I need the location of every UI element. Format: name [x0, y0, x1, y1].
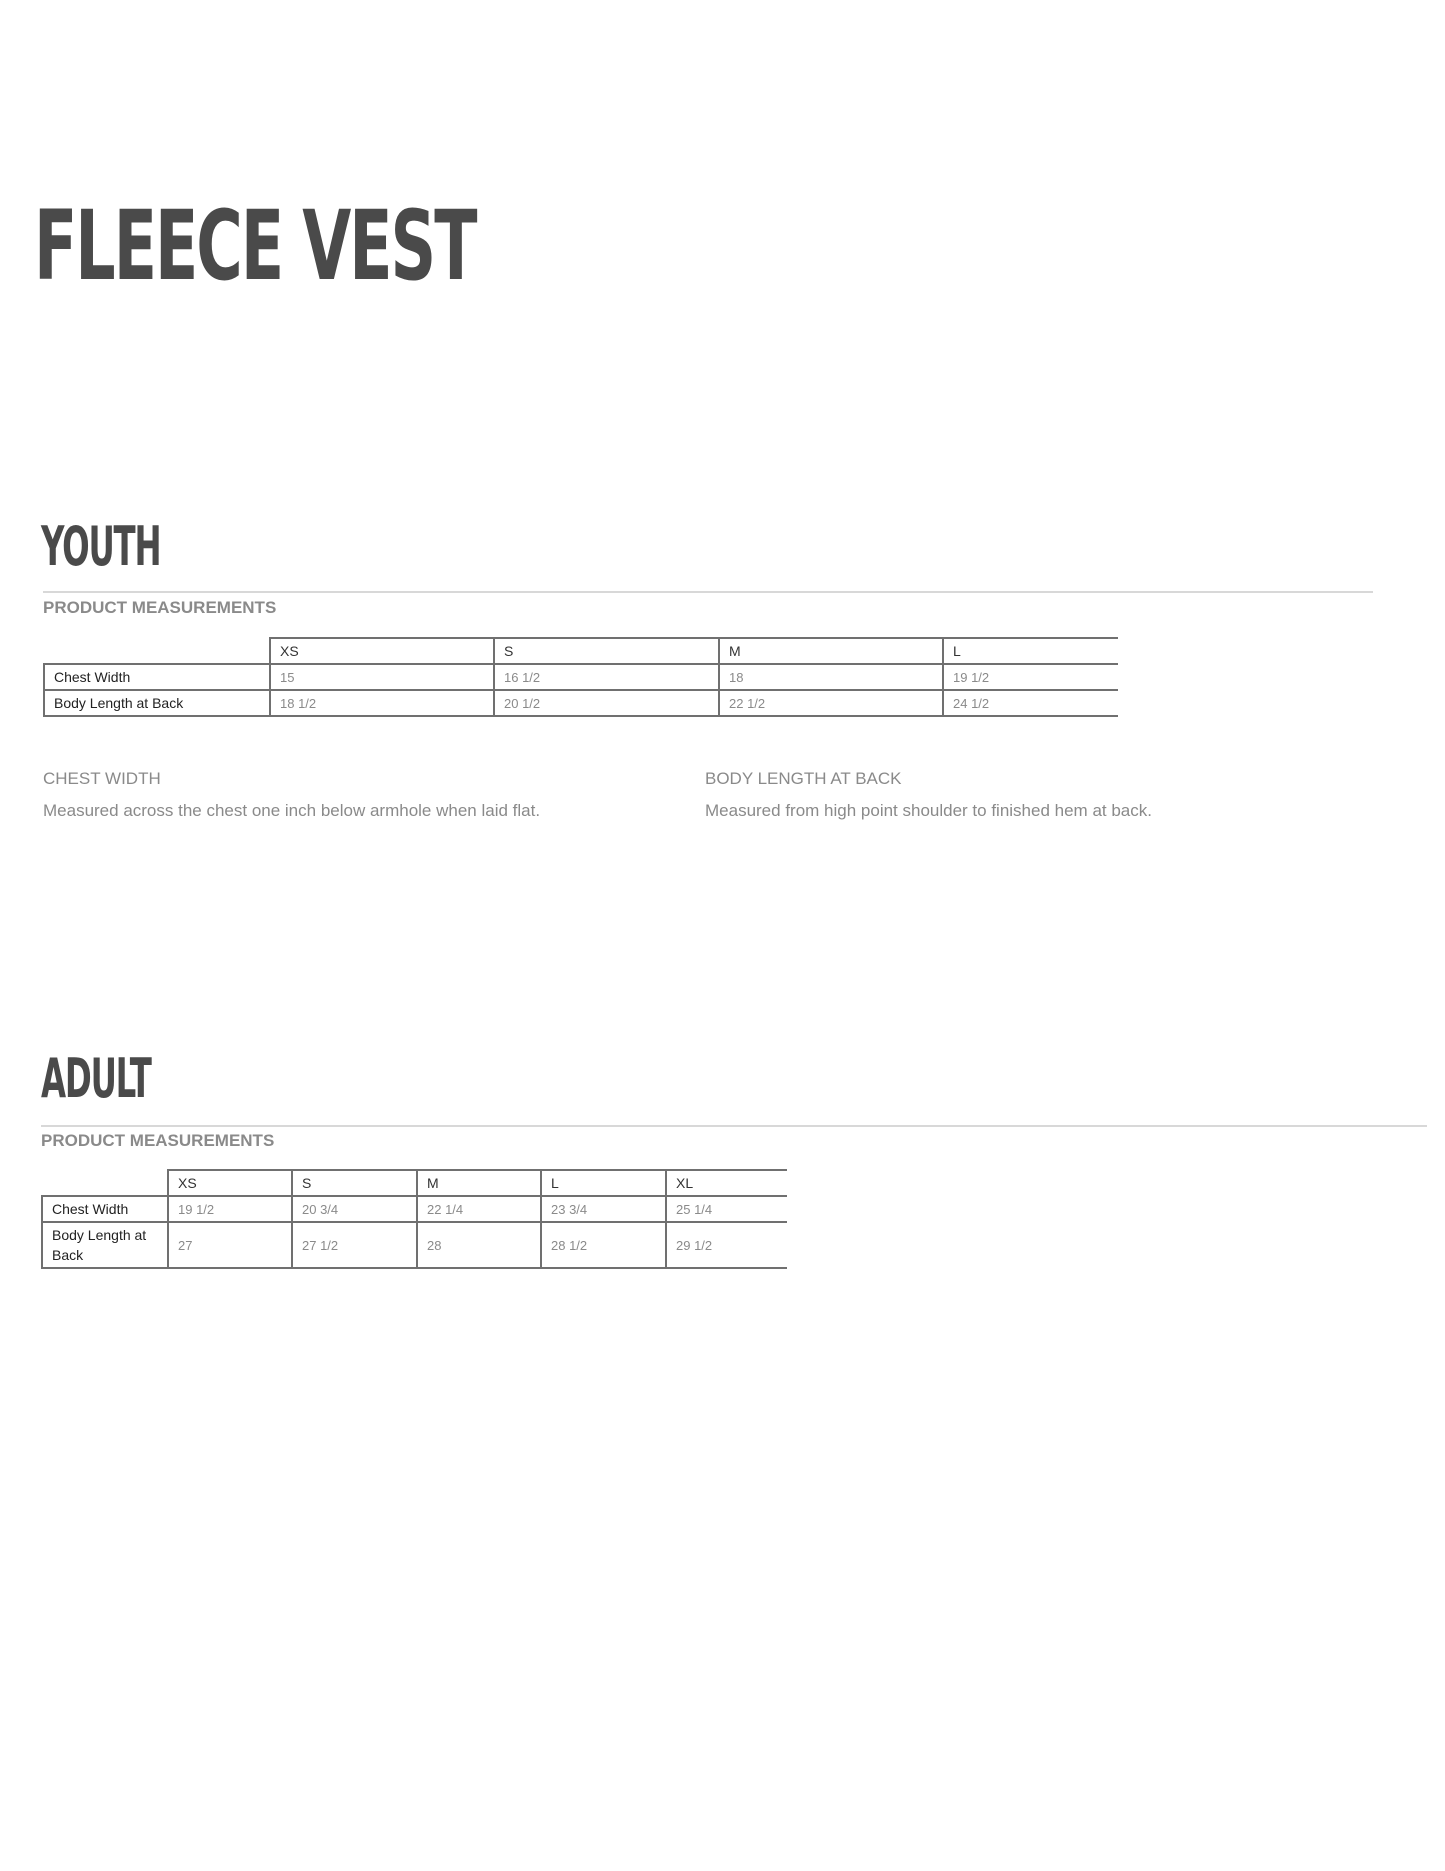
page-title: FLEECE VEST — [34, 190, 476, 302]
adult-size-header: L — [541, 1170, 666, 1196]
adult-cell: 25 1/4 — [666, 1196, 787, 1222]
adult-cell: 19 1/2 — [168, 1196, 292, 1222]
adult-row-label: Chest Width — [42, 1196, 168, 1222]
youth-cell: 22 1/2 — [719, 690, 943, 716]
adult-size-table — [41, 1169, 787, 1269]
adult-measurements-label: PRODUCT MEASUREMENTS — [41, 1131, 275, 1150]
adult-cell: 27 1/2 — [292, 1222, 417, 1268]
youth-size-table — [43, 637, 1118, 717]
adult-cell: 22 1/4 — [417, 1196, 541, 1222]
table-row — [42, 1222, 787, 1268]
youth-size-header: S — [494, 638, 719, 664]
table-row — [44, 664, 1118, 690]
table-row — [42, 1196, 787, 1222]
youth-row-label: Chest Width — [44, 664, 270, 690]
youth-cell: 19 1/2 — [943, 664, 1118, 690]
adult-heading: ADULT — [41, 1047, 151, 1110]
youth-size-header: L — [943, 638, 1118, 664]
adult-cell: 28 1/2 — [541, 1222, 666, 1268]
body-length-note-text: Measured from high point shoulder to finished hem at back. — [705, 801, 1152, 820]
adult-divider — [41, 1125, 1427, 1127]
youth-corner-cell — [44, 638, 270, 664]
adult-size-header: S — [292, 1170, 417, 1196]
youth-divider — [43, 591, 1373, 593]
youth-cell: 18 — [719, 664, 943, 690]
youth-size-header: M — [719, 638, 943, 664]
table-row — [44, 690, 1118, 716]
adult-cell: 28 — [417, 1222, 541, 1268]
youth-heading: YOUTH — [41, 515, 161, 578]
chest-width-note-title: CHEST WIDTH — [43, 769, 161, 788]
adult-cell: 20 3/4 — [292, 1196, 417, 1222]
adult-size-header-row — [42, 1170, 787, 1196]
adult-size-header: XL — [666, 1170, 787, 1196]
adult-cell: 27 — [168, 1222, 292, 1268]
youth-cell: 15 — [270, 664, 494, 690]
adult-cell: 23 3/4 — [541, 1196, 666, 1222]
youth-size-header-row — [44, 638, 1118, 664]
adult-size-header: M — [417, 1170, 541, 1196]
youth-cell: 24 1/2 — [943, 690, 1118, 716]
youth-cell: 16 1/2 — [494, 664, 719, 690]
youth-row-label: Body Length at Back — [44, 690, 270, 716]
adult-row-label: Body Length at Back — [42, 1222, 168, 1268]
adult-corner-cell — [42, 1170, 168, 1196]
body-length-note-title: BODY LENGTH AT BACK — [705, 769, 902, 788]
youth-size-header: XS — [270, 638, 494, 664]
adult-cell: 29 1/2 — [666, 1222, 787, 1268]
youth-cell: 18 1/2 — [270, 690, 494, 716]
adult-size-header: XS — [168, 1170, 292, 1196]
chest-width-note-text: Measured across the chest one inch below armhole when laid flat. — [43, 801, 541, 820]
youth-measurements-label: PRODUCT MEASUREMENTS — [43, 598, 277, 617]
youth-cell: 20 1/2 — [494, 690, 719, 716]
